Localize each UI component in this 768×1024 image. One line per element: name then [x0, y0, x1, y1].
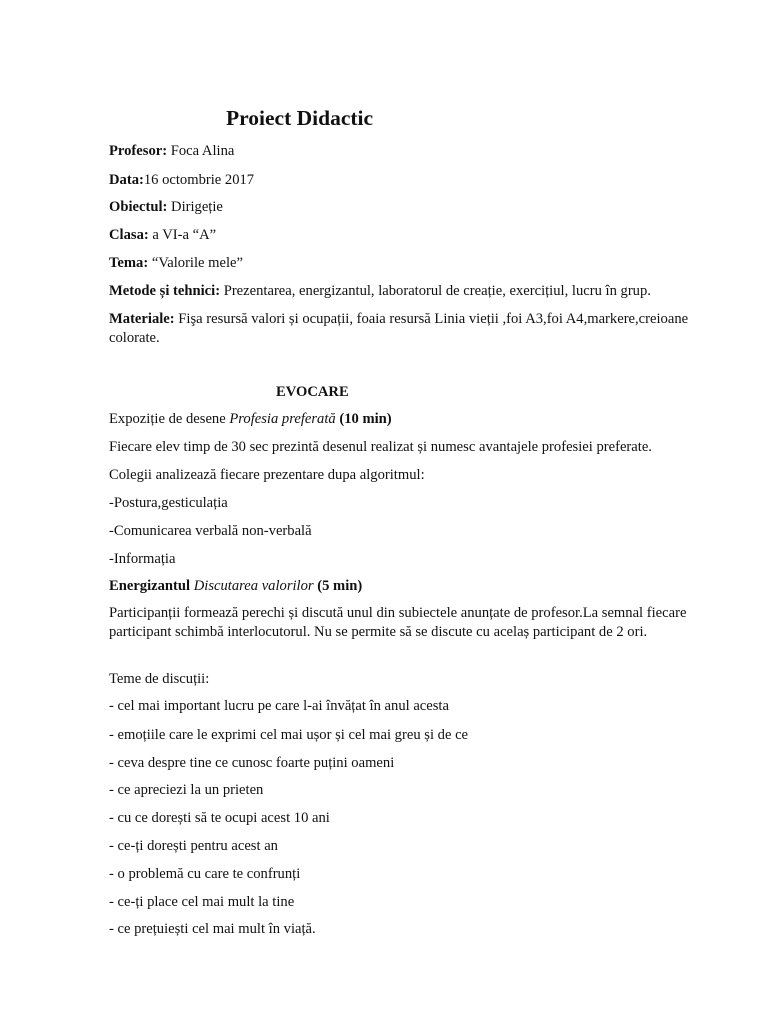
list-item: - ce-ți place cel mai mult la tine [109, 894, 295, 910]
field-value: Fişa resursă valori și ocupații, foaia resursă Linia vieții ,foi A3,foi A4,markere,creioane colorate. [109, 311, 689, 346]
field-value: a VI-a “A” [148, 227, 217, 243]
field-clasa [109, 226, 216, 245]
list-item: - cel mai important lucru pe care l-ai învățat în anul acesta [109, 698, 449, 714]
field-value: “Valorile mele” [148, 255, 243, 271]
list-item: - ce prețuiești cel mai mult în viață. [109, 921, 316, 937]
paragraph: Fiecare elev timp de 30 sec prezintă desenul realizat și numesc avantajele profesiei preferate. [109, 439, 652, 455]
list-item: - ce apreciezi la un prieten [109, 782, 264, 798]
field-value: Prezentarea, energizantul, laboratorul de creație, exercițiul, lucru în grup. [220, 283, 651, 299]
field-label: Materiale: [109, 311, 175, 327]
field-profesor [109, 142, 234, 161]
activity-prefix: Expoziție de desene [109, 411, 230, 427]
field-label: Data: [109, 172, 144, 188]
paragraph: Colegii analizează fiecare prezentare dupa algoritmul: [109, 467, 425, 483]
field-data [109, 171, 254, 190]
criteria-item: -Postura,gesticulația [109, 495, 228, 511]
field-value: Foca Alina [167, 143, 235, 159]
field-label: Metode și tehnici: [109, 283, 221, 299]
list-item: - emoțiile care le exprimi cel mai ușor și cel mai greu și de ce [109, 727, 469, 743]
activity-expozitie [109, 410, 392, 429]
field-label: Clasa: [109, 227, 149, 243]
list-item: - ce-ți dorești pentru acest an [109, 838, 278, 854]
section-heading-evocare: EVOCARE [276, 384, 349, 400]
field-label: Tema: [109, 255, 149, 271]
paragraph: Participanții formează perechi și discută unul din subiectele anunțate de profesor.La semnal fiecare participant schimbă interlocutorul. Nu se permite să se discute cu acelaș participant de 2 ori. [109, 605, 687, 640]
list-item: - o problemă cu care te confrunți [109, 866, 301, 882]
list-item: - ceva despre tine ce cunosc foarte puțini oameni [109, 755, 395, 771]
field-value: Dirigeție [167, 199, 223, 215]
activity-title: Profesia preferată [229, 411, 336, 427]
field-label: Profesor: [109, 143, 168, 159]
field-tema [109, 254, 243, 273]
field-label: Obiectul: [109, 199, 168, 215]
field-value: 16 octombrie 2017 [143, 172, 255, 188]
topics-label: Teme de discuții: [109, 671, 210, 687]
criteria-item: -Comunicarea verbală non-verbală [109, 523, 312, 539]
activity-prefix: Energizantul [109, 578, 194, 594]
field-obiectul [109, 198, 223, 217]
activity-duration: (5 min) [313, 578, 363, 594]
field-metode [109, 282, 651, 301]
field-materiale [109, 310, 714, 348]
page-title: Proiect Didactic [226, 106, 374, 130]
activity-title: Discutarea valorilor [193, 578, 314, 594]
activity-energizant [109, 577, 362, 596]
list-item: - cu ce dorești să te ocupi acest 10 ani [109, 810, 330, 826]
activity-duration: (10 min) [335, 411, 392, 427]
criteria-item: -Informația [109, 551, 176, 567]
